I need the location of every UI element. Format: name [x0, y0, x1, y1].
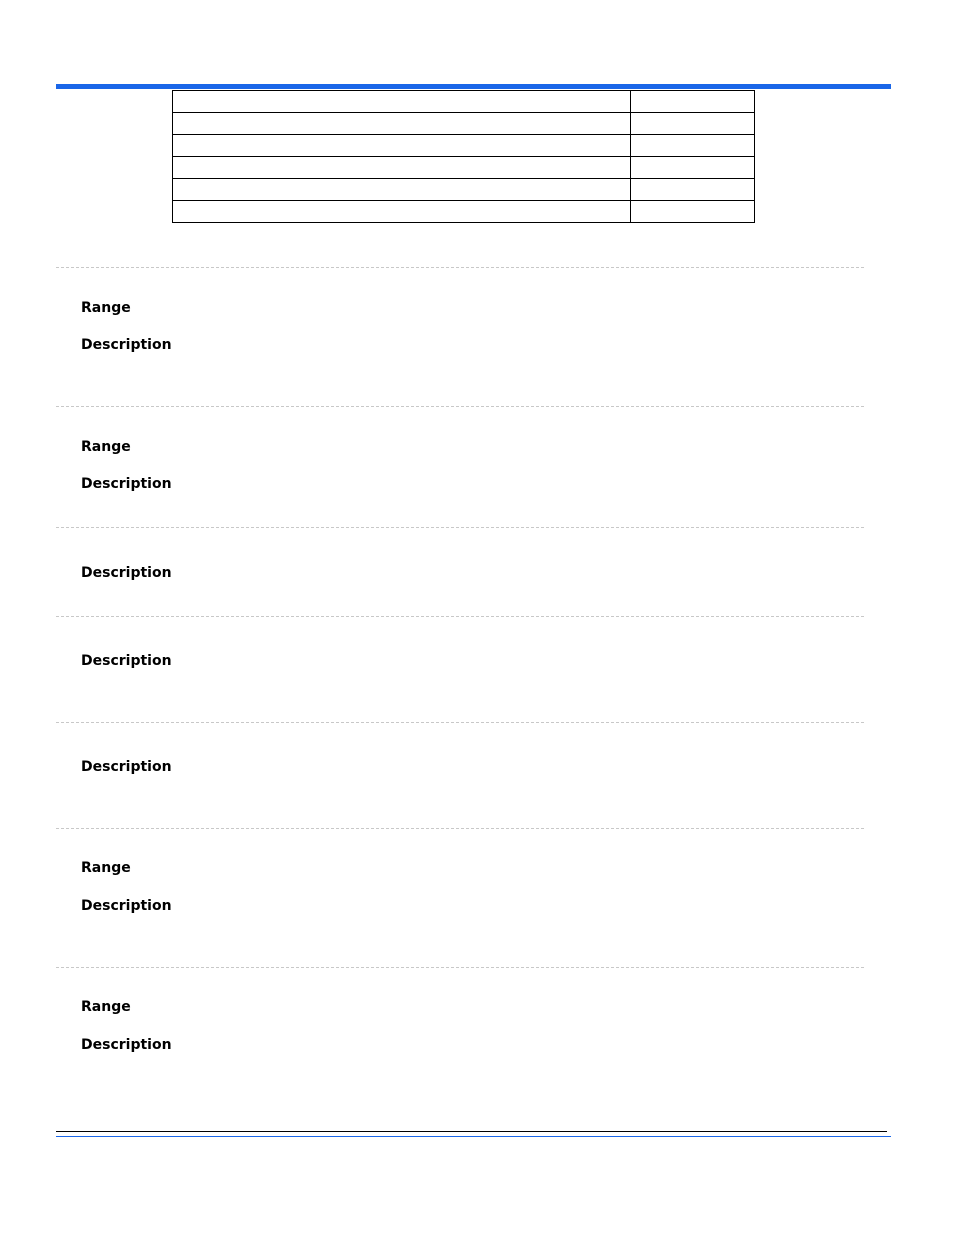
footer-accent-rule: [56, 1136, 891, 1137]
description-label: Description: [81, 337, 172, 353]
section-divider: [56, 406, 864, 407]
section-divider: [56, 267, 864, 268]
table-cell: [173, 179, 631, 201]
section-divider: [56, 722, 864, 723]
footer-rule: [56, 1131, 887, 1132]
table-row: [173, 91, 755, 113]
table-cell: [631, 113, 755, 135]
section-divider: [56, 527, 864, 528]
description-label: Description: [81, 653, 172, 669]
range-label: Range: [81, 860, 131, 876]
table-cell: [631, 91, 755, 113]
table-cell: [631, 135, 755, 157]
section-divider: [56, 828, 864, 829]
section-divider: [56, 616, 864, 617]
table-cell: [173, 157, 631, 179]
table-row: [173, 157, 755, 179]
description-label: Description: [81, 476, 172, 492]
header-accent-bar: [56, 84, 891, 89]
table-cell: [173, 91, 631, 113]
table-cell: [631, 157, 755, 179]
description-label: Description: [81, 898, 172, 914]
table-row: [173, 135, 755, 157]
description-label: Description: [81, 759, 172, 775]
range-label: Range: [81, 300, 131, 316]
table-cell: [173, 113, 631, 135]
section-divider: [56, 967, 864, 968]
table-row: [173, 113, 755, 135]
table-cell: [631, 201, 755, 223]
parameter-table: [172, 90, 755, 223]
description-label: Description: [81, 565, 172, 581]
table-cell: [631, 179, 755, 201]
table-cell: [173, 201, 631, 223]
description-label: Description: [81, 1037, 172, 1053]
range-label: Range: [81, 439, 131, 455]
range-label: Range: [81, 999, 131, 1015]
table-row: [173, 201, 755, 223]
table-row: [173, 179, 755, 201]
table-cell: [173, 135, 631, 157]
